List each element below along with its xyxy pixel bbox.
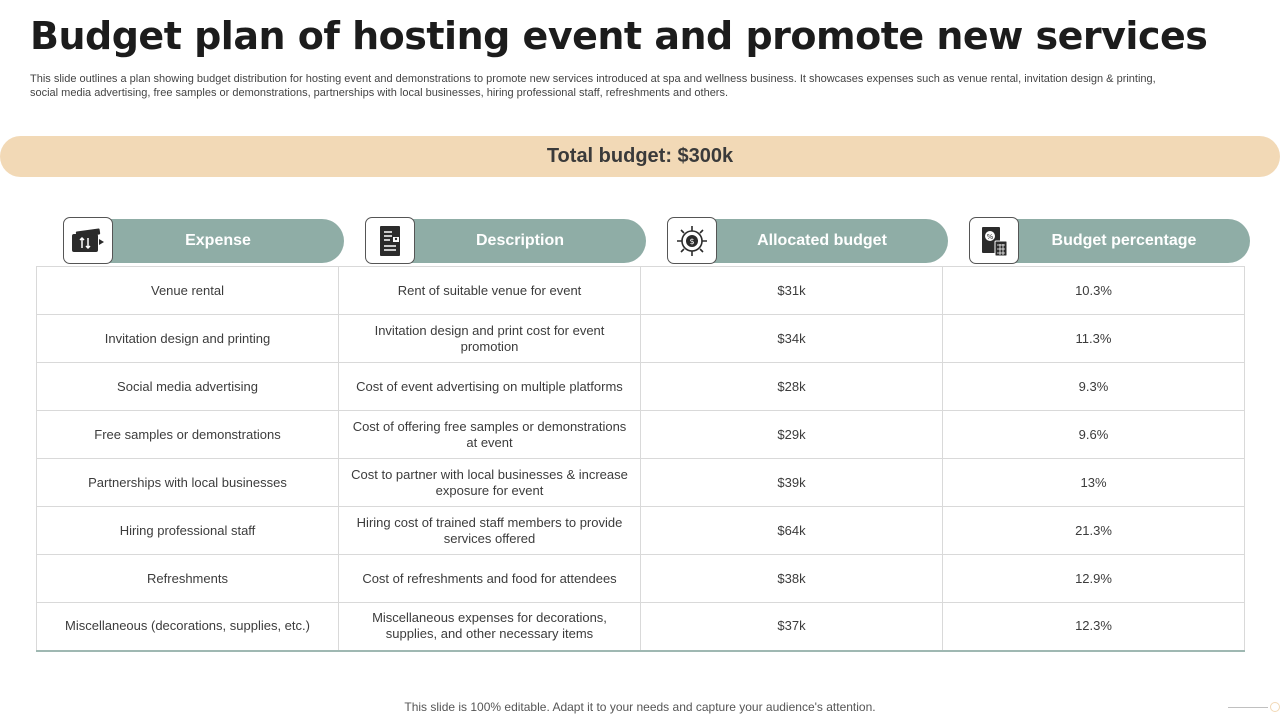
allocated-budget-cell: $28k [641, 363, 943, 411]
expense-cell: Venue rental [37, 267, 339, 315]
table-row [37, 603, 1245, 651]
total-budget-text: Total budget: $300k [546, 145, 734, 167]
svg-text:%: % [986, 232, 994, 241]
footer-dot [1270, 702, 1280, 712]
expense-cell: Invitation design and printing [37, 315, 339, 363]
budget-percentage-cell: 9.3% [943, 363, 1245, 411]
table-row [37, 459, 1245, 507]
percent-calculator-icon [969, 217, 1019, 264]
svg-text:$: $ [689, 236, 695, 246]
budget-percentage-cell: 10.3% [943, 267, 1245, 315]
allocated-budget-cell: $64k [641, 507, 943, 555]
description-cell: Miscellaneous expenses for decorations, supplies, and other necessary items [339, 603, 641, 651]
budget-percentage-cell: 9.6% [943, 411, 1245, 459]
money-transfer-icon [63, 217, 113, 264]
target-money-icon [667, 217, 717, 264]
document-icon [365, 217, 415, 264]
table-row [37, 363, 1245, 411]
allocated-budget-cell: $38k [641, 555, 943, 603]
header-description-label: Description [475, 232, 564, 249]
budget-percentage-cell: 11.3% [943, 315, 1245, 363]
budget-percentage-cell: 12.3% [943, 603, 1245, 651]
description-cell: Cost of event advertising on multiple platforms [339, 363, 641, 411]
header-budget-percentage-label: Budget percentage [1051, 232, 1197, 249]
page-title: Budget plan of hosting event and promote new services [30, 14, 1208, 58]
budget-table [36, 266, 1245, 652]
header-expense-label: Expense [185, 232, 251, 249]
budget-percentage-cell: 21.3% [943, 507, 1245, 555]
page-subtitle: This slide outlines a plan showing budget distribution for hosting event and demonstrations to promote new services introduced at spa and wellness business. It showcases expenses such as venue rental, invitation design & printing, social media advertising, free samples or demonstrations, partnerships with local businesses, hiring professional staff, refreshments and others. [30, 73, 1156, 99]
allocated-budget-cell: $39k [641, 459, 943, 507]
expense-cell: Social media advertising [37, 363, 339, 411]
description-cell: Invitation design and print cost for event promotion [339, 315, 641, 363]
table-row [37, 267, 1245, 315]
description-cell: Cost to partner with local businesses & increase exposure for event [339, 459, 641, 507]
description-cell: Cost of refreshments and food for attendees [339, 555, 641, 603]
table-row [37, 315, 1245, 363]
allocated-budget-cell: $34k [641, 315, 943, 363]
footer-divider [1228, 707, 1268, 708]
header-allocated-budget-label: Allocated budget [757, 232, 887, 249]
expense-cell: Miscellaneous (decorations, supplies, etc.) [37, 603, 339, 651]
table-row [37, 507, 1245, 555]
footer-note: This slide is 100% editable. Adapt it to your needs and capture your audience's attention. [404, 700, 876, 714]
expense-cell: Hiring professional staff [37, 507, 339, 555]
table-row [37, 411, 1245, 459]
budget-percentage-cell: 13% [943, 459, 1245, 507]
total-budget-banner [0, 136, 1280, 177]
budget-percentage-cell: 12.9% [943, 555, 1245, 603]
allocated-budget-cell: $37k [641, 603, 943, 651]
description-cell: Hiring cost of trained staff members to provide services offered [339, 507, 641, 555]
allocated-budget-cell: $31k [641, 267, 943, 315]
description-cell: Rent of suitable venue for event [339, 267, 641, 315]
table-row [37, 555, 1245, 603]
expense-cell: Partnerships with local businesses [37, 459, 339, 507]
allocated-budget-cell: $29k [641, 411, 943, 459]
expense-cell: Free samples or demonstrations [37, 411, 339, 459]
expense-cell: Refreshments [37, 555, 339, 603]
description-cell: Cost of offering free samples or demonstrations at event [339, 411, 641, 459]
